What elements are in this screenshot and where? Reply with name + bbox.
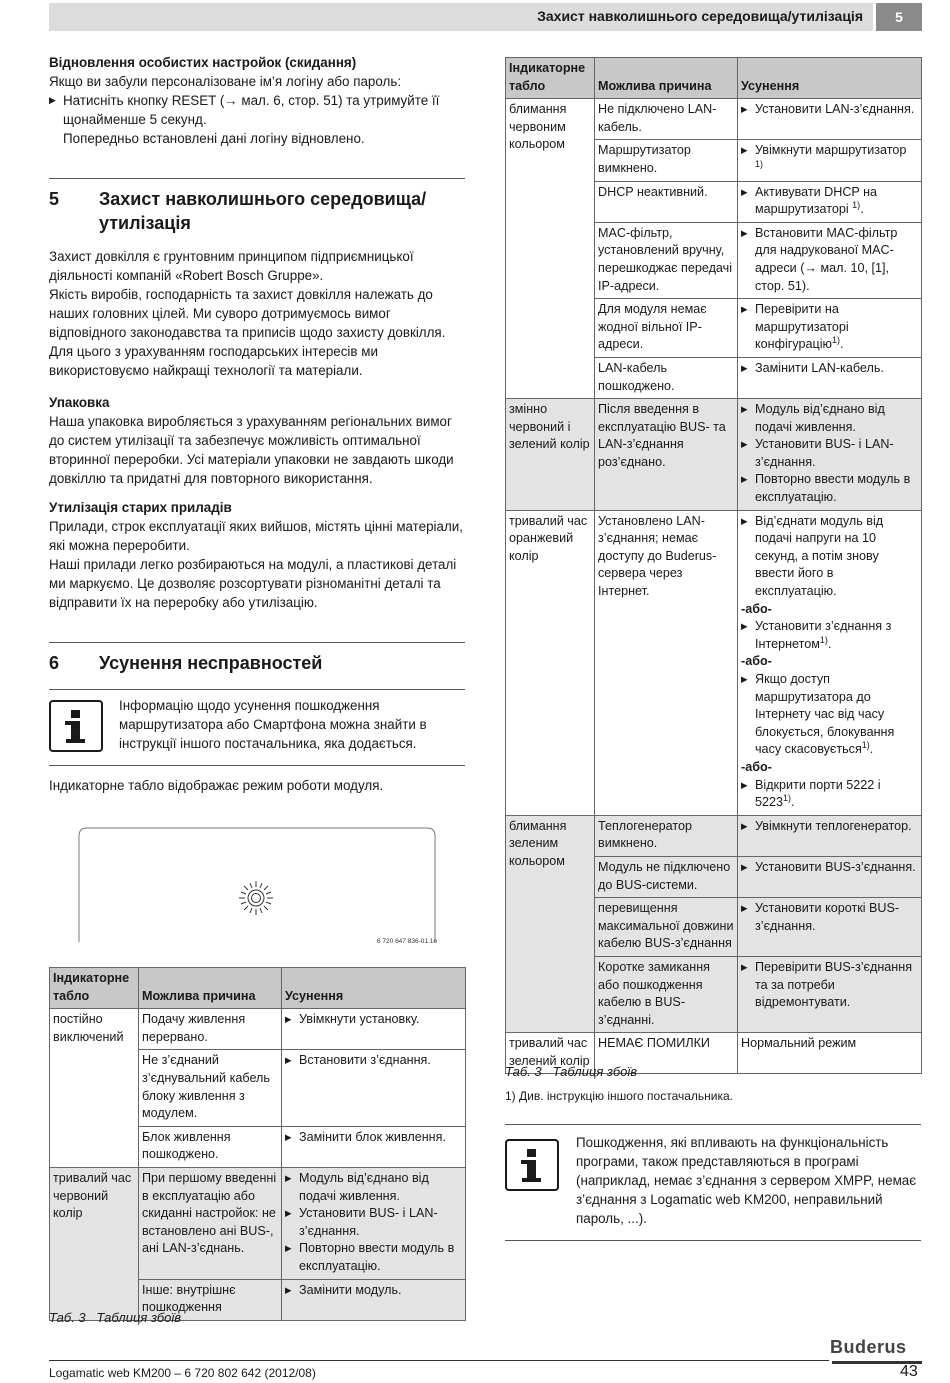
section-5-number: 5 — [49, 189, 60, 209]
table-header-row — [50, 968, 466, 1009]
fix-step: ▶ Повторно ввести модуль в експлуатацію. — [741, 471, 918, 506]
cause-cell: НЕМАЄ ПОМИЛКИ — [595, 1033, 738, 1074]
fix-step: ▶ Установити з’єднання з Інтернетом$^{1)}$. — [741, 618, 918, 653]
fix-cell — [738, 399, 922, 511]
fix-step: ▶ Модуль від’єднано від подачі живлення. — [741, 401, 918, 436]
fix-step: ▶ Від’єднати модуль від подачі напруги на 10 секунд, а потім знову ввести його в експлуатацію. — [741, 513, 918, 601]
reset-result: Попередньо встановлені дані логіну відновлено. — [63, 131, 365, 146]
cause-cell: Коротке замикання або пошкодження кабелю в BUS-з’єднанні. — [595, 956, 738, 1032]
cause-cell: Після введення в експлуатацію BUS- та LAN-з’єднання роз’єднано. — [595, 399, 738, 511]
fix-step: ▶ Замінити LAN-кабель. — [741, 360, 918, 378]
fix-step: ▶ Замінити блок живлення. — [285, 1129, 462, 1147]
fix-text: Відкрити порти 5222 і 5223 — [755, 777, 881, 810]
cause-cell: Інше: внутрішнє пошкодження — [139, 1279, 282, 1320]
display-state: тривалий час червоний колір — [50, 1167, 139, 1320]
left-column — [49, 53, 465, 795]
cause-cell: MAC-фільтр, установлений вручну, перешкоджає передачі IP-адреси. — [595, 222, 738, 298]
fix-text: Установити з’єднання з Інтернетом — [755, 619, 892, 651]
fix-cell — [738, 99, 922, 140]
caption-title: Таблиця збоїв — [96, 1310, 182, 1325]
display-state: тривалий час зелений колір — [506, 1033, 595, 1074]
env-paragraph-3: Для цього з урахуванням господарських інтересів ми використовуємо найкращі технології та матеріали. — [49, 344, 378, 378]
fix-step: ▶ Перевірити BUS-з’єднання та за потреби відремонтувати. — [741, 959, 918, 1012]
info-note-2-text: Пошкодження, які впливають на функціональність програми, також представляються в програмі (наприклад, немає з’єднання з сервером XMPP, немає з’єднання з Logamatic web KM200, неправильний пароль, ...). — [576, 1135, 917, 1226]
figure-code: 6 720 647 836-01.1o — [377, 938, 437, 945]
fix-step: ▶ Замінити модуль. — [285, 1282, 462, 1300]
info-icon — [505, 1139, 559, 1191]
col-header-cause: Можлива причина — [595, 58, 738, 99]
section-6-title: Усунення несправностей — [99, 653, 323, 673]
display-state: постійно виключений — [50, 1009, 139, 1168]
fix-text: Перевірити на маршрутизаторі конфігурацію — [755, 302, 849, 352]
fix-text: Активувати DHCP на маршрутизаторі — [755, 184, 878, 217]
col-header-fix: Усунення — [738, 58, 922, 99]
footnote-ref: 1) — [861, 740, 870, 751]
cause-cell: Не з’єднаний з’єднувальний кабель блоку живлення з модулем. — [139, 1050, 282, 1126]
chapter-number-badge: 5 — [876, 3, 922, 31]
footnote-ref: 1) — [755, 158, 764, 169]
cause-cell: Маршрутизатор вимкнено. — [595, 140, 738, 181]
status-led-icon — [239, 881, 273, 915]
footer-doc-info: Logamatic web KM200 – 6 720 802 642 (2012/08) — [49, 1366, 316, 1380]
fix-step: ▶ Відкрити порти 5222 і 5223$^{1)}$. — [741, 777, 918, 812]
table-row — [506, 399, 922, 511]
cause-cell: Для модуля немає жодної вільної IP-адреси. — [595, 299, 738, 358]
col-header-display: Індикаторне табло — [506, 58, 595, 99]
display-state: тривалий час оранжевий колір — [506, 510, 595, 815]
fix-step: ▶ Активувати DHCP на маршрутизаторі $^{1)}$. — [741, 184, 918, 219]
module-display-figure — [77, 826, 437, 942]
env-paragraph-1: Захист довкілля є грунтовним принципом підприємницької діяльності компаній «Robert Bosch Gruppe». — [49, 249, 414, 283]
module-display-illustration — [77, 826, 437, 942]
fix-cell — [738, 898, 922, 957]
col-header-fix: Усунення — [282, 968, 466, 1009]
fix-cell — [738, 299, 922, 358]
or-separator: -або- — [741, 601, 772, 616]
info-note — [49, 689, 465, 766]
fix-text: Увімкнути маршрутизатор — [755, 143, 907, 158]
disposal-paragraph-1: Прилади, строк експлуатації яких вийшов, містять цінні матеріали, які можна переробити. — [49, 519, 463, 553]
packaging-heading: Упаковка — [49, 395, 110, 410]
cause-cell: LAN-кабель пошкоджено. — [595, 357, 738, 398]
info-note-text: Інформацію щодо усунення пошкодження маршрутизатора або Смартфона можна знайти в інструкції іншого постачальника, яка додається. — [119, 698, 427, 751]
cause-cell: При першому введенні в експлуатацію або скиданні настройок: не встановлено ані BUS-, ані LAN-з’єднань. — [139, 1167, 282, 1279]
fix-step: ▶ Установити LAN-з’єднання. — [741, 101, 918, 119]
footnote-ref: 1) — [831, 335, 840, 346]
or-separator: -або- — [741, 654, 772, 669]
footer-rule — [49, 1360, 829, 1361]
reset-step: ▶ Натисніть кнопку RESET (→ мал. 6, стор. 51) та утримуйте її щонайменше 5 секунд. — [49, 91, 465, 129]
info-icon — [49, 700, 103, 752]
display-description: Індикаторне табло відображає режим роботи модуля. — [49, 778, 384, 793]
fix-cell — [738, 181, 922, 222]
cause-cell: DHCP неактивний. — [595, 181, 738, 222]
section-6-heading — [49, 651, 465, 675]
divider — [49, 178, 465, 179]
cause-cell: Подачу живлення перервано. — [139, 1009, 282, 1050]
footnote: 1) Див. інструкцію іншого постачальника. — [505, 1089, 734, 1103]
table-header-row — [506, 58, 922, 99]
fix-cell — [738, 510, 922, 815]
table-caption-left — [49, 1308, 181, 1327]
cause-cell: перевищення максимальної довжини кабелю BUS-з’єднання — [595, 898, 738, 957]
divider — [49, 642, 465, 643]
fix-cell — [738, 815, 922, 856]
fix-step: ▶ Модуль від’єднано від подачі живлення. — [285, 1170, 462, 1205]
fix-step: ▶ Встановити MAC-фільтр для надрукованої MAC-адреси (→ мал. 10, [1], стор. 51). — [741, 225, 918, 295]
display-state: змінно червоний і зелений колір — [506, 399, 595, 511]
caption-title: Таблиця збоїв — [552, 1064, 638, 1079]
header-title: Захист навколишнього середовища/утилізація — [537, 8, 863, 24]
caption-number: Таб. 3 — [49, 1310, 86, 1325]
fix-step — [741, 142, 918, 177]
env-paragraph-2: Якість виробів, господарність та захист довкілля належать до наших головних цілей. Ми суворо дотримуємось вимог відповідного законодавства та приписів щодо захисту довкілля. — [49, 287, 446, 340]
fix-text: Якщо доступ маршрутизатора до Інтернету час від часу блокується, блокування часу скасовується — [755, 672, 895, 757]
page-number: 43 — [900, 1363, 918, 1380]
reset-heading: Відновлення особистих настройок (скидання) — [49, 55, 357, 70]
fix-cell — [282, 1126, 466, 1167]
fix-step: ▶ Установити BUS-з’єднання. — [741, 859, 918, 877]
fix-cell: Нормальний режим — [738, 1033, 922, 1074]
cause-cell: Модуль не підключено до BUS-системи. — [595, 856, 738, 897]
section-6-number: 6 — [49, 653, 60, 673]
col-header-display: Індикаторне табло — [50, 968, 139, 1009]
fix-cell — [738, 222, 922, 298]
fix-cell — [738, 357, 922, 398]
fix-cell — [738, 140, 922, 181]
fix-step: ▶ Установити BUS- і LAN-з’єднання. — [741, 436, 918, 471]
cause-cell: Установлено LAN-з’єднання; немає доступу до Buderus-сервера через Інтернет. — [595, 510, 738, 815]
fix-cell — [738, 856, 922, 897]
or-separator: -або- — [741, 759, 772, 774]
fix-cell — [282, 1279, 466, 1320]
page-header-bar — [49, 3, 873, 31]
display-state: блимання зеленим кольором — [506, 815, 595, 1033]
fix-step: ▶ Увімкнути установку. — [285, 1011, 462, 1029]
table-row — [506, 510, 922, 815]
fix-cell — [282, 1050, 466, 1126]
display-state: блимання червоним кольором — [506, 99, 595, 399]
fix-cell — [282, 1167, 466, 1279]
fix-step: ▶ Установити BUS- і LAN-з’єднання. — [285, 1205, 462, 1240]
fix-cell — [282, 1009, 466, 1050]
fix-step: ▶ Якщо доступ маршрутизатора до Інтернету час від часу блокується, блокування часу скасовується$^{1)}$. — [741, 671, 918, 759]
table-row — [506, 99, 922, 140]
fix-step: ▶ Встановити з’єднання. — [285, 1052, 462, 1070]
table-row — [50, 1009, 466, 1050]
cause-cell: Блок живлення пошкоджено. — [139, 1126, 282, 1167]
fix-cell — [738, 956, 922, 1032]
fault-table-left — [49, 967, 466, 1321]
fix-step: ▶ Перевірити на маршрутизаторі конфігурацію$^{1)}$. — [741, 301, 918, 354]
packaging-text: Наша упаковка виробляється з урахуванням регіональних вимог до систем утилізації та забезпечує можливість оптимальної вторинної переробки. Усі матеріали упаковки не завдають шкоди довкіллю та придатні для повторного використання. — [49, 414, 454, 486]
reset-intro: Якщо ви забули персоналізоване ім’я логіну або пароль: — [49, 74, 402, 89]
section-5-heading — [49, 187, 465, 235]
disposal-heading: Утилізація старих приладів — [49, 500, 232, 515]
footnote-ref: 1) — [819, 634, 828, 645]
cause-cell: Теплогенератор вимкнено. — [595, 815, 738, 856]
table-caption-right — [505, 1062, 637, 1081]
footnote-ref: 1) — [783, 792, 792, 803]
fix-step: ▶ Повторно ввести модуль в експлуатацію. — [285, 1240, 462, 1275]
fix-step: ▶ Установити короткі BUS-з’єднання. — [741, 900, 918, 935]
buderus-logo: Buderus — [830, 1337, 907, 1357]
info-note-2 — [505, 1124, 921, 1241]
caption-number: Таб. 3 — [505, 1064, 542, 1079]
footnote-ref: 1) — [852, 199, 861, 210]
section-5-title: Захист навколишнього середовища/ утилізація — [99, 189, 427, 233]
fix-step: ▶ Увімкнути теплогенератор. — [741, 818, 918, 836]
table-row — [506, 815, 922, 856]
table-row — [50, 1167, 466, 1279]
col-header-cause: Можлива причина — [139, 968, 282, 1009]
fault-table-right — [505, 57, 922, 1074]
cause-cell: Не підключено LAN-кабель. — [595, 99, 738, 140]
disposal-paragraph-2: Наші прилади легко розбираються на модулі, а пластикові деталі ми маркуємо. Це дозволяє розсортувати різноманітні деталі та відправити їх на переробку або утилізацію. — [49, 557, 457, 610]
